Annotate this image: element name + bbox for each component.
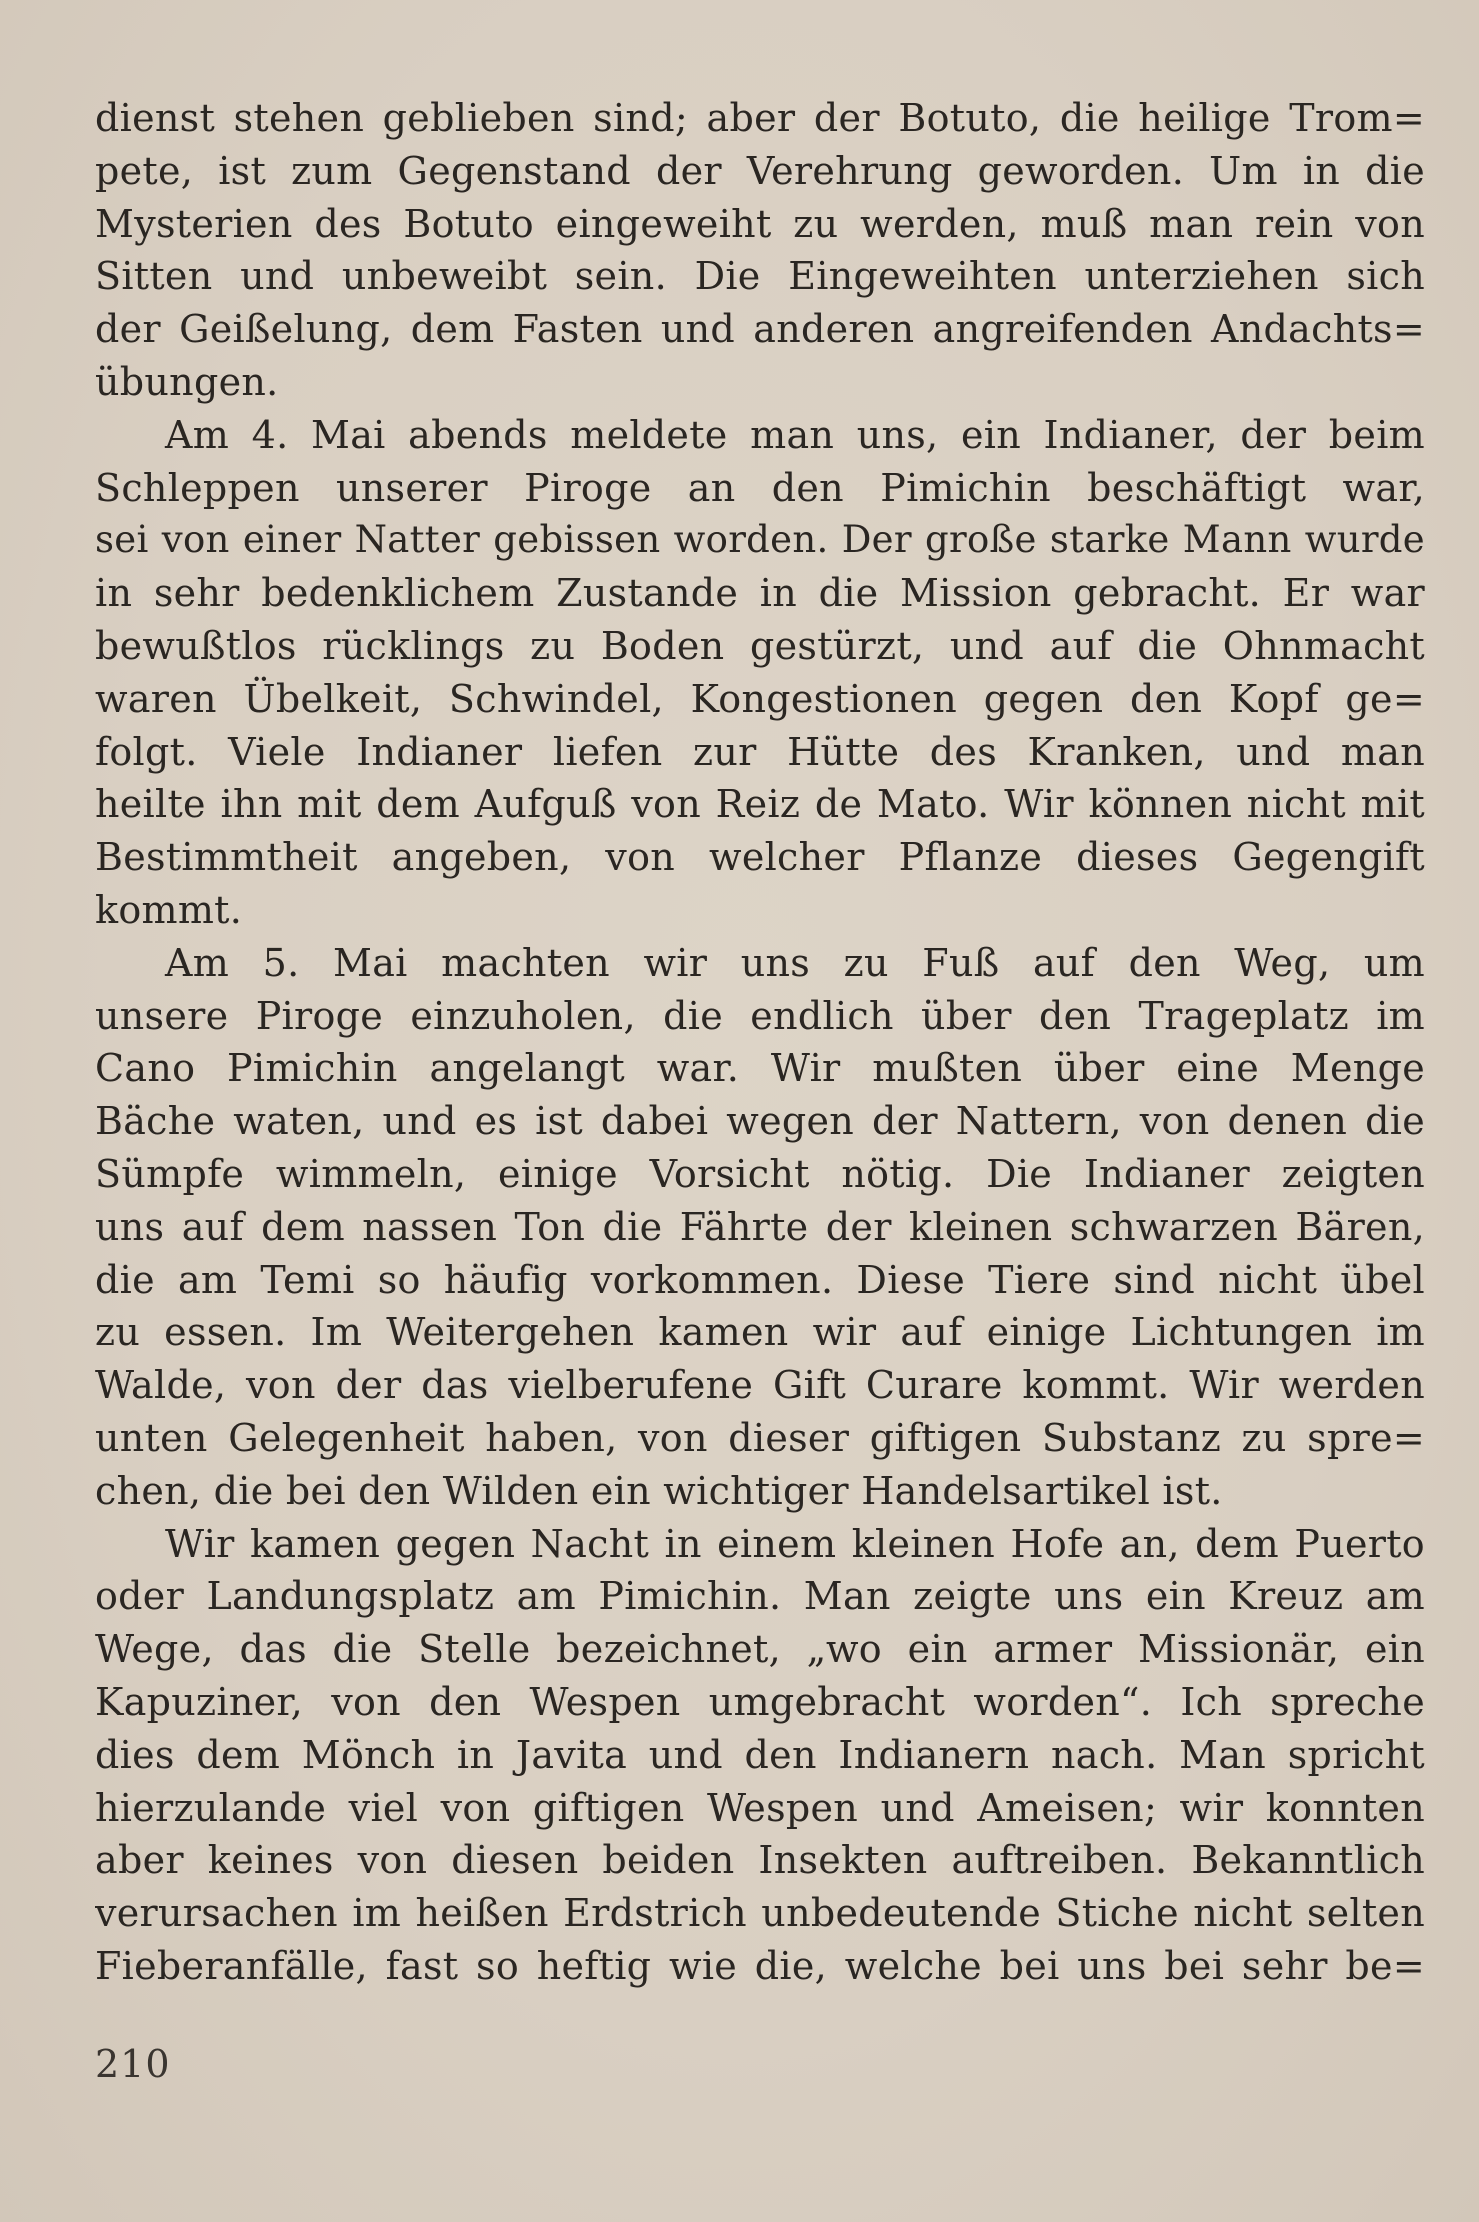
text-line: kommt. bbox=[95, 887, 243, 932]
text-line: unsere Piroge einzuholen, die endlich über den Trageplatz im bbox=[95, 993, 1425, 1038]
text-line: unten Gelegenheit haben, von dieser giftigen Substanz zu spre= bbox=[95, 1415, 1425, 1460]
page-number: 210 bbox=[95, 2042, 171, 2086]
text-line: sei von einer Natter gebissen worden. Der große starke Mann wurde bbox=[95, 518, 1425, 562]
text-line: waren Übelkeit, Schwindel, Kongestionen gegen den Kopf ge= bbox=[95, 676, 1425, 721]
text-line: uns auf dem nassen Ton die Fährte der kleinen schwarzen Bären, bbox=[95, 1204, 1425, 1249]
text-line: hierzulande viel von giftigen Wespen und Ameisen; wir konnten bbox=[95, 1785, 1425, 1830]
paragraph-start-line: Wir kamen gegen Nacht in einem kleinen Hofe an, dem Puerto bbox=[165, 1521, 1425, 1566]
text-line: pete, ist zum Gegenstand der Verehrung geworden. Um in die bbox=[95, 148, 1425, 193]
text-line: verursachen im heißen Erdstrich unbedeutende Stiche nicht selten bbox=[95, 1891, 1425, 1936]
text-line: dies dem Mönch in Javita und den Indianern nach. Man spricht bbox=[95, 1732, 1425, 1777]
text-line: Mysterien des Botuto eingeweiht zu werden, muß man rein von bbox=[95, 201, 1425, 246]
text-line: chen, die bei den Wilden ein wichtiger Handelsartikel ist. bbox=[95, 1468, 1223, 1513]
text-line: oder Landungsplatz am Pimichin. Man zeigte uns ein Kreuz am bbox=[95, 1574, 1425, 1619]
text-line: der Geißelung, dem Fasten und anderen angreifenden Andachts= bbox=[95, 307, 1425, 352]
text-line: folgt. Viele Indianer liefen zur Hütte des Kranken, und man bbox=[95, 729, 1425, 774]
text-line: Sümpfe wimmeln, einige Vorsicht nötig. Die Indianer zeigten bbox=[95, 1151, 1425, 1196]
text-line: aber keines von diesen beiden Insekten auftreiben. Bekanntlich bbox=[95, 1838, 1425, 1883]
text-line: Cano Pimichin angelangt war. Wir mußten über eine Menge bbox=[95, 1046, 1425, 1091]
text-line: Bäche waten, und es ist dabei wegen der Nattern, von denen die bbox=[95, 1099, 1425, 1144]
text-line: Bestimmtheit angeben, von welcher Pflanze dieses Gegengift bbox=[95, 835, 1425, 880]
text-line: Kapuziner, von den Wespen umgebracht worden“. Ich spreche bbox=[95, 1679, 1425, 1724]
text-line: zu essen. Im Weitergehen kamen wir auf einige Lichtungen im bbox=[95, 1310, 1425, 1355]
text-line: Sitten und unbeweibt sein. Die Eingeweihten unterziehen sich bbox=[95, 254, 1425, 299]
paragraph-start-line: Am 5. Mai machten wir uns zu Fuß auf den Weg, um bbox=[165, 940, 1425, 985]
text-line: bewußtlos rücklings zu Boden gestürzt, und auf die Ohnmacht bbox=[95, 623, 1425, 668]
text-line: Fieberanfälle, fast so heftig wie die, welche bei uns bei sehr be= bbox=[95, 1943, 1425, 1988]
text-line: die am Temi so häufig vorkommen. Diese Tiere sind nicht übel bbox=[95, 1257, 1425, 1302]
text-line: heilte ihn mit dem Aufguß von Reiz de Mato. Wir können nicht mit bbox=[95, 782, 1425, 827]
paragraph-start-line: Am 4. Mai abends meldete man uns, ein Indianer, der beim bbox=[165, 412, 1425, 457]
text-line: Wege, das die Stelle bezeichnet, „wo ein armer Missionär, ein bbox=[95, 1627, 1425, 1672]
text-line: dienst stehen geblieben sind; aber der Botuto, die heilige Trom= bbox=[95, 96, 1425, 140]
text-line: in sehr bedenklichem Zustande in die Mission gebracht. Er war bbox=[95, 571, 1425, 616]
text-line: übungen. bbox=[95, 359, 279, 404]
body-text bbox=[95, 92, 1425, 1993]
text-line: Schleppen unserer Piroge an den Pimichin beschäftigt war, bbox=[95, 465, 1425, 510]
text-line: Walde, von der das vielberufene Gift Curare kommt. Wir werden bbox=[95, 1363, 1425, 1408]
